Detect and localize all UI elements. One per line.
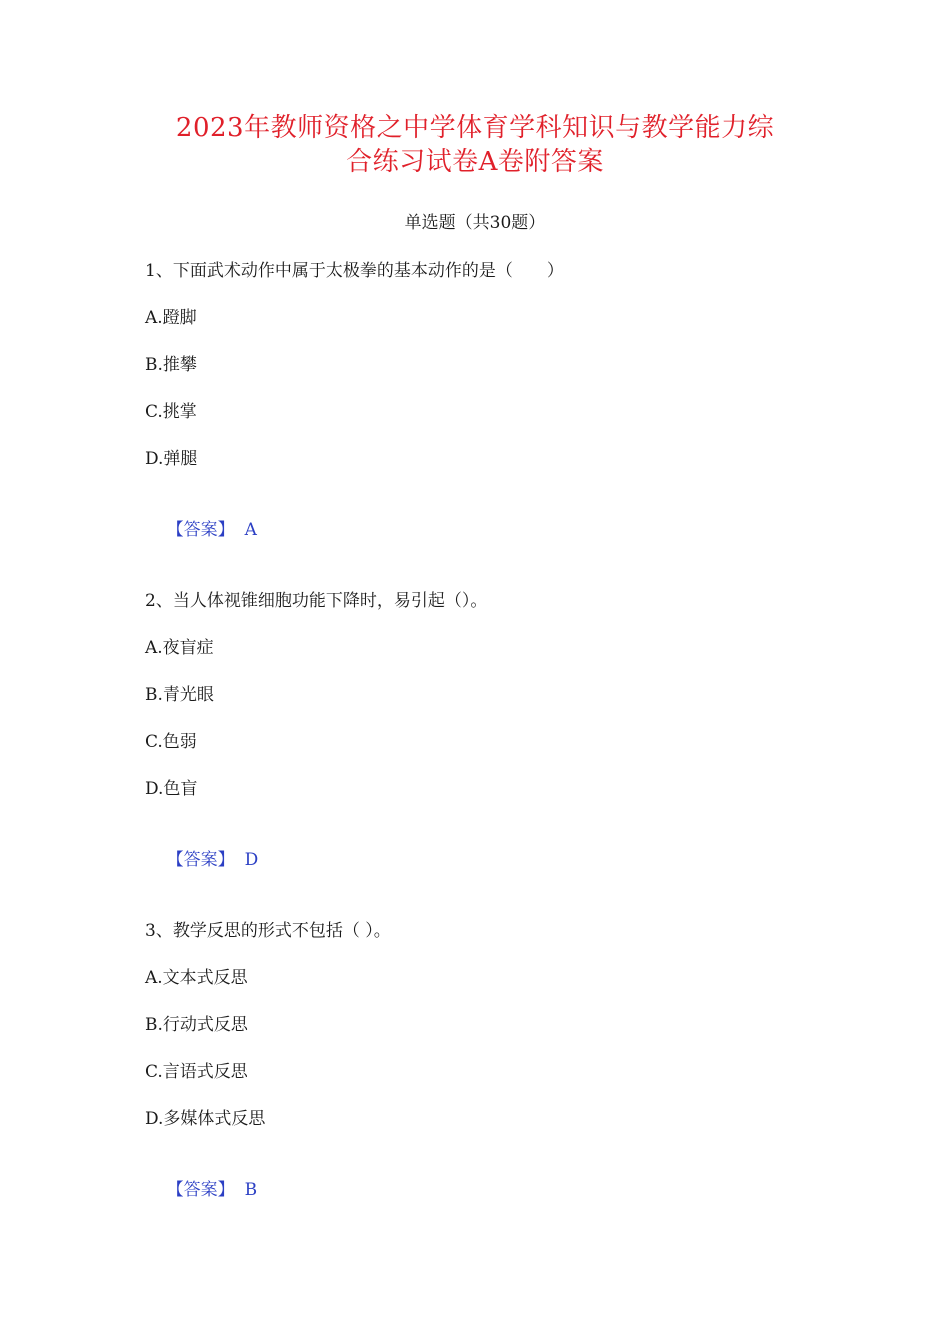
question-2-option-c: C.色弱 <box>145 732 197 752</box>
question-1-stem: 1、下面武术动作中属于太极拳的基本动作的是（ ） <box>145 261 564 281</box>
question-1-option-c: C.挑掌 <box>145 402 197 422</box>
question-3-answer <box>145 1154 257 1226</box>
question-2-option-b: B.青光眼 <box>145 685 214 705</box>
question-2-option-d: D.色盲 <box>145 779 198 799</box>
document-title-line-2: 合练习试卷A卷附答案 <box>346 147 604 177</box>
question-1-option-a: A.蹬脚 <box>145 308 197 328</box>
answer-value: A <box>244 520 257 540</box>
answer-label: 【答案】 <box>166 1180 235 1200</box>
question-1-option-b: B.推攀 <box>145 355 197 375</box>
question-2-answer <box>145 824 258 896</box>
question-2-option-a: A.夜盲症 <box>145 638 214 658</box>
question-2-stem: 2、当人体视锥细胞功能下降时，易引起（）。 <box>145 591 488 611</box>
question-3-stem: 3、教学反思的形式不包括（ ）。 <box>145 921 391 941</box>
question-1-answer <box>145 494 257 566</box>
question-3-option-d: D.多媒体式反思 <box>145 1109 266 1129</box>
section-heading: 单选题（共30题） <box>404 213 546 233</box>
answer-label: 【答案】 <box>166 520 235 540</box>
question-3-option-b: B.行动式反思 <box>145 1015 248 1035</box>
question-1-option-d: D.弹腿 <box>145 449 198 469</box>
document-title-line-1: 2023年教师资格之中学体育学科知识与教学能力综 <box>175 113 775 143</box>
question-3-option-c: C.言语式反思 <box>145 1062 248 1082</box>
answer-label: 【答案】 <box>166 850 235 870</box>
question-3-option-a: A.文本式反思 <box>145 968 248 988</box>
answer-value: B <box>244 1180 258 1200</box>
answer-value: D <box>244 850 259 870</box>
